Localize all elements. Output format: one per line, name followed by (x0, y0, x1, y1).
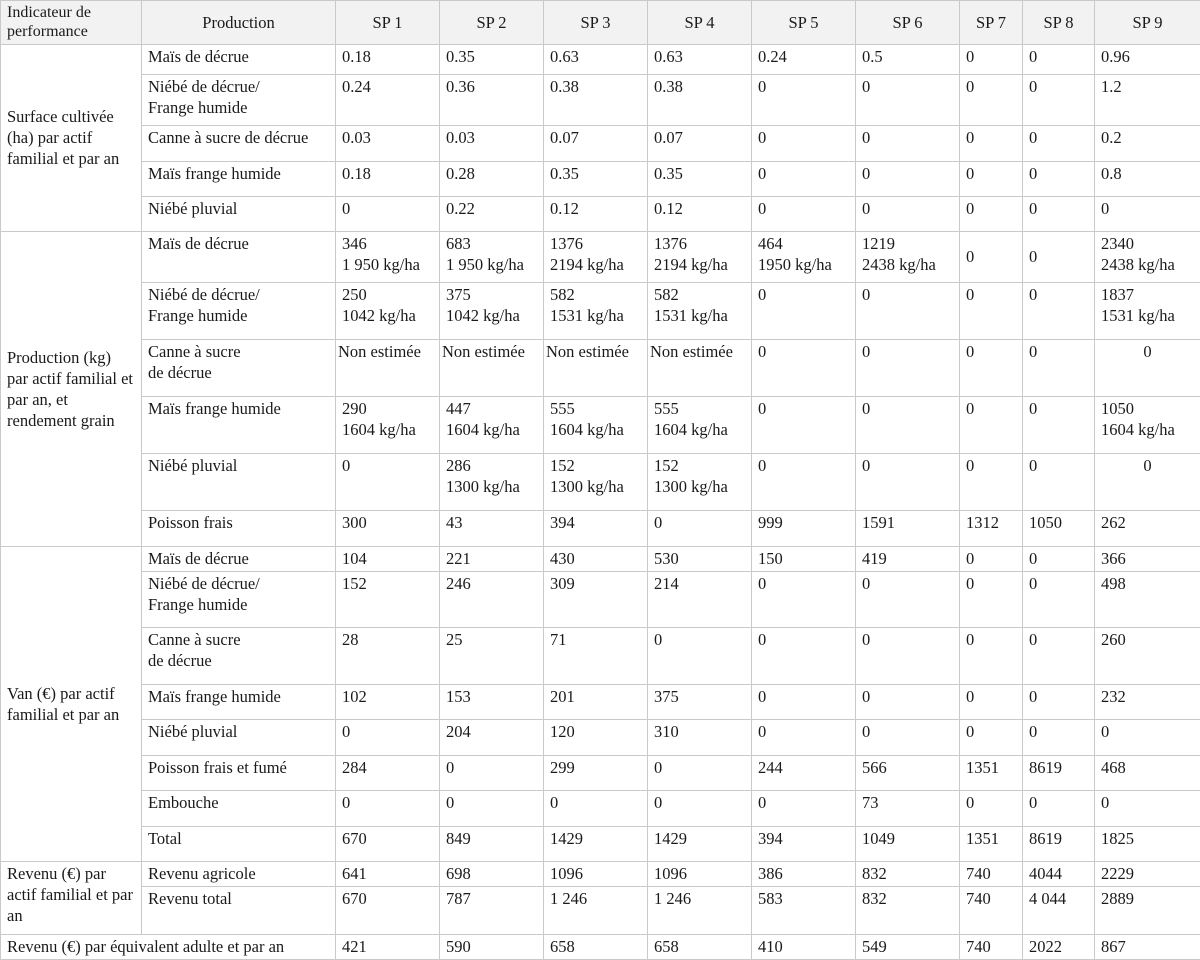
value-cell: 498 (1095, 572, 1200, 628)
value-cell: 0 (752, 126, 856, 162)
value-cell: 740 (960, 862, 1023, 887)
value-cell: 152 1300 kg/ha (648, 454, 752, 511)
header-sp: SP 5 (752, 1, 856, 45)
table-row (1, 756, 1200, 791)
table-row (1, 454, 1200, 511)
value-cell: 0 (960, 547, 1023, 572)
value-cell: 246 (440, 572, 544, 628)
value-cell: 260 (1095, 628, 1200, 685)
value-cell: 28 (336, 628, 440, 685)
value-cell: 1429 (544, 827, 648, 862)
value-cell: 152 1300 kg/ha (544, 454, 648, 511)
value-cell: 284 (336, 756, 440, 791)
header-sp: SP 3 (544, 1, 648, 45)
value-cell: 0 (856, 397, 960, 454)
indicator-group-label: Van (€) par actif familial et par an (1, 547, 142, 862)
value-cell: 386 (752, 862, 856, 887)
value-cell: 0 (336, 720, 440, 756)
table-row (1, 511, 1200, 547)
indicator-group-label: Production (kg) par actif familial et par an, et rendement grain (1, 232, 142, 547)
value-cell: 0 (856, 283, 960, 340)
value-cell: 0.22 (440, 197, 544, 232)
header-sp: SP 1 (336, 1, 440, 45)
value-cell: 0.07 (648, 126, 752, 162)
header-row (1, 1, 1200, 45)
value-cell: 0 (856, 162, 960, 197)
value-cell: 214 (648, 572, 752, 628)
value-cell: 0 (1023, 791, 1095, 827)
production-cell: Total (142, 827, 336, 862)
table-row (1, 75, 1200, 126)
value-cell: 299 (544, 756, 648, 791)
value-cell: 0.63 (544, 45, 648, 75)
value-cell: 201 (544, 685, 648, 720)
value-cell: 8619 (1023, 827, 1095, 862)
value-cell: 583 (752, 887, 856, 935)
value-cell: 0 (1023, 232, 1095, 283)
value-cell: 0 (960, 283, 1023, 340)
value-cell: 670 (336, 887, 440, 935)
value-cell: 1591 (856, 511, 960, 547)
value-cell: 1837 1531 kg/ha (1095, 283, 1200, 340)
production-cell: Niébé pluvial (142, 454, 336, 511)
production-cell: Niébé de décrue/ Frange humide (142, 572, 336, 628)
table-body (1, 45, 1200, 960)
value-cell: 0 (440, 756, 544, 791)
value-cell: 152 (336, 572, 440, 628)
value-cell: 555 1604 kg/ha (544, 397, 648, 454)
value-cell: 1219 2438 kg/ha (856, 232, 960, 283)
production-cell: Niébé de décrue/ Frange humide (142, 75, 336, 126)
table-row (1, 162, 1200, 197)
value-cell: 0 (856, 340, 960, 397)
production-cell: Maïs de décrue (142, 547, 336, 572)
value-cell: 0.12 (648, 197, 752, 232)
table-row (1, 685, 1200, 720)
value-cell: 0 (752, 454, 856, 511)
value-cell: 421 (336, 935, 440, 960)
header-sp: SP 2 (440, 1, 544, 45)
value-cell: 1376 2194 kg/ha (648, 232, 752, 283)
value-cell: 698 (440, 862, 544, 887)
value-cell: 102 (336, 685, 440, 720)
value-cell: 0 (960, 628, 1023, 685)
value-cell: 464 1950 kg/ha (752, 232, 856, 283)
value-cell: 2229 (1095, 862, 1200, 887)
table-row (1, 720, 1200, 756)
value-cell: 1.2 (1095, 75, 1200, 126)
value-cell: 0 (1023, 75, 1095, 126)
table-header (1, 1, 1200, 45)
value-cell: 2022 (1023, 935, 1095, 960)
value-cell: 1096 (544, 862, 648, 887)
value-cell: 1351 (960, 756, 1023, 791)
header-sp: SP 7 (960, 1, 1023, 45)
value-cell: 244 (752, 756, 856, 791)
value-cell: 0.03 (336, 126, 440, 162)
value-cell: 0.38 (648, 75, 752, 126)
value-cell: 262 (1095, 511, 1200, 547)
value-cell: 8619 (1023, 756, 1095, 791)
indicator-group-label: Revenu (€) par actif familial et par an (1, 862, 142, 935)
value-cell: 867 (1095, 935, 1200, 960)
production-cell: Canne à sucre de décrue (142, 628, 336, 685)
production-cell: Maïs frange humide (142, 162, 336, 197)
value-cell: 582 1531 kg/ha (648, 283, 752, 340)
value-cell: 0 (960, 45, 1023, 75)
value-cell: 0 (752, 197, 856, 232)
table-row (1, 397, 1200, 454)
value-cell: 0 (648, 628, 752, 685)
value-cell: Non estimée (648, 340, 752, 397)
value-cell: 0 (856, 454, 960, 511)
value-cell: 286 1300 kg/ha (440, 454, 544, 511)
header-sp: SP 8 (1023, 1, 1095, 45)
value-cell: 0 (752, 162, 856, 197)
value-cell: 849 (440, 827, 544, 862)
value-cell: 0 (1023, 628, 1095, 685)
value-cell: 0 (752, 283, 856, 340)
value-cell: 394 (752, 827, 856, 862)
value-cell: 0 (752, 397, 856, 454)
production-cell: Maïs de décrue (142, 232, 336, 283)
value-cell: 150 (752, 547, 856, 572)
table-row (1, 45, 1200, 75)
value-cell: 0 (1023, 340, 1095, 397)
value-cell: 0 (1095, 197, 1200, 232)
value-cell: 0 (1023, 283, 1095, 340)
value-cell: 1351 (960, 827, 1023, 862)
value-cell: 153 (440, 685, 544, 720)
value-cell: 1096 (648, 862, 752, 887)
production-cell: Maïs frange humide (142, 685, 336, 720)
value-cell: 0.96 (1095, 45, 1200, 75)
value-cell: 0 (1023, 454, 1095, 511)
value-cell: 0 (960, 340, 1023, 397)
value-cell: 0 (960, 572, 1023, 628)
value-cell: 0 (856, 126, 960, 162)
value-cell: 1050 1604 kg/ha (1095, 397, 1200, 454)
table-row (1, 887, 1200, 935)
value-cell: 1429 (648, 827, 752, 862)
value-cell: 0 (336, 454, 440, 511)
value-cell: 4044 (1023, 862, 1095, 887)
value-cell: 0 (856, 685, 960, 720)
value-cell: 73 (856, 791, 960, 827)
value-cell: 430 (544, 547, 648, 572)
value-cell: 0 (752, 75, 856, 126)
value-cell: 0 (960, 720, 1023, 756)
table-row (1, 791, 1200, 827)
value-cell: 232 (1095, 685, 1200, 720)
value-cell: 0 (856, 572, 960, 628)
production-cell: Poisson frais (142, 511, 336, 547)
value-cell: 0.38 (544, 75, 648, 126)
table-row (1, 197, 1200, 232)
value-cell: 0.2 (1095, 126, 1200, 162)
value-cell: 1 246 (544, 887, 648, 935)
value-cell: 0.28 (440, 162, 544, 197)
value-cell: 0 (648, 511, 752, 547)
table-row (1, 572, 1200, 628)
indicator-group-label: Surface cultivée (ha) par actif familial et par an (1, 45, 142, 232)
value-cell: 0 (752, 572, 856, 628)
value-cell: 104 (336, 547, 440, 572)
value-cell: 0.63 (648, 45, 752, 75)
value-cell: 0 (1095, 791, 1200, 827)
header-sp: SP 6 (856, 1, 960, 45)
table-row (1, 340, 1200, 397)
table-row (1, 827, 1200, 862)
value-cell: 0 (960, 162, 1023, 197)
value-cell: 0.12 (544, 197, 648, 232)
value-cell: 0.03 (440, 126, 544, 162)
value-cell: 366 (1095, 547, 1200, 572)
value-cell: 0 (440, 791, 544, 827)
value-cell: 0 (1023, 685, 1095, 720)
value-cell: 0 (1023, 547, 1095, 572)
header-indicator: Indicateur de performance (1, 1, 142, 45)
value-cell: 0 (752, 720, 856, 756)
value-cell: Non estimée (544, 340, 648, 397)
value-cell: 832 (856, 862, 960, 887)
value-cell: 2340 2438 kg/ha (1095, 232, 1200, 283)
value-cell: 394 (544, 511, 648, 547)
value-cell: 1376 2194 kg/ha (544, 232, 648, 283)
production-cell: Poisson frais et fumé (142, 756, 336, 791)
value-cell: 1825 (1095, 827, 1200, 862)
value-cell: 0 (960, 232, 1023, 283)
value-cell: 204 (440, 720, 544, 756)
value-cell: 0 (1023, 197, 1095, 232)
value-cell: 566 (856, 756, 960, 791)
value-cell: 0 (1023, 126, 1095, 162)
value-cell: Non estimée (440, 340, 544, 397)
value-cell: 0.07 (544, 126, 648, 162)
value-cell: 0 (960, 454, 1023, 511)
table-row (1, 628, 1200, 685)
value-cell: 4 044 (1023, 887, 1095, 935)
value-cell: 2889 (1095, 887, 1200, 935)
value-cell: 0 (960, 791, 1023, 827)
value-cell: 0 (960, 397, 1023, 454)
value-cell: 0.36 (440, 75, 544, 126)
table-row (1, 547, 1200, 572)
value-cell: 310 (648, 720, 752, 756)
value-cell: 582 1531 kg/ha (544, 283, 648, 340)
value-cell: 0 (1023, 162, 1095, 197)
value-cell: 309 (544, 572, 648, 628)
value-cell: 658 (544, 935, 648, 960)
value-cell: 71 (544, 628, 648, 685)
header-sp: SP 9 (1095, 1, 1200, 45)
value-cell: 832 (856, 887, 960, 935)
production-cell: Maïs de décrue (142, 45, 336, 75)
value-cell: 410 (752, 935, 856, 960)
value-cell: Non estimée (336, 340, 440, 397)
value-cell: 0.35 (440, 45, 544, 75)
value-cell: 0 (648, 791, 752, 827)
value-cell: 0.24 (752, 45, 856, 75)
value-cell: 468 (1095, 756, 1200, 791)
value-cell: 740 (960, 887, 1023, 935)
value-cell: 447 1604 kg/ha (440, 397, 544, 454)
value-cell: 740 (960, 935, 1023, 960)
value-cell: 530 (648, 547, 752, 572)
value-cell: 549 (856, 935, 960, 960)
value-cell: 250 1042 kg/ha (336, 283, 440, 340)
value-cell: 590 (440, 935, 544, 960)
value-cell: 1049 (856, 827, 960, 862)
value-cell: 0 (1095, 340, 1200, 397)
value-cell: 120 (544, 720, 648, 756)
value-cell: 0 (752, 340, 856, 397)
production-cell: Revenu total (142, 887, 336, 935)
header-sp: SP 4 (648, 1, 752, 45)
value-cell: 1050 (1023, 511, 1095, 547)
value-cell: 0.35 (544, 162, 648, 197)
value-cell: 0 (752, 685, 856, 720)
value-cell: 0.18 (336, 45, 440, 75)
value-cell: 670 (336, 827, 440, 862)
value-cell: 0 (1095, 454, 1200, 511)
production-cell: Revenu agricole (142, 862, 336, 887)
value-cell: 25 (440, 628, 544, 685)
value-cell: 0 (336, 197, 440, 232)
value-cell: 999 (752, 511, 856, 547)
value-cell: 43 (440, 511, 544, 547)
value-cell: 0.18 (336, 162, 440, 197)
value-cell: 0.24 (336, 75, 440, 126)
value-cell: 683 1 950 kg/ha (440, 232, 544, 283)
value-cell: 641 (336, 862, 440, 887)
value-cell: 0 (1023, 720, 1095, 756)
value-cell: 419 (856, 547, 960, 572)
value-cell: 0 (856, 197, 960, 232)
value-cell: 0 (544, 791, 648, 827)
value-cell: 1312 (960, 511, 1023, 547)
header-production: Production (142, 1, 336, 45)
value-cell: 0 (960, 75, 1023, 126)
value-cell: 0 (1095, 720, 1200, 756)
value-cell: 375 1042 kg/ha (440, 283, 544, 340)
value-cell: 0 (960, 197, 1023, 232)
table-row (1, 935, 1200, 960)
table-row (1, 232, 1200, 283)
value-cell: 0 (856, 75, 960, 126)
production-cell: Canne à sucre de décrue (142, 340, 336, 397)
value-cell: 300 (336, 511, 440, 547)
value-cell: 787 (440, 887, 544, 935)
production-cell: Niébé pluvial (142, 197, 336, 232)
value-cell: 0.35 (648, 162, 752, 197)
value-cell: 0 (960, 685, 1023, 720)
production-cell: Niébé de décrue/ Frange humide (142, 283, 336, 340)
value-cell: 0 (336, 791, 440, 827)
value-cell: 1 246 (648, 887, 752, 935)
table-row (1, 283, 1200, 340)
value-cell: 658 (648, 935, 752, 960)
production-cell: Niébé pluvial (142, 720, 336, 756)
value-cell: 0 (752, 791, 856, 827)
production-cell: Canne à sucre de décrue (142, 126, 336, 162)
production-cell: Embouche (142, 791, 336, 827)
value-cell: 0 (856, 720, 960, 756)
table-row (1, 862, 1200, 887)
footer-label: Revenu (€) par équivalent adulte et par an (1, 935, 336, 960)
value-cell: 346 1 950 kg/ha (336, 232, 440, 283)
value-cell: 0.5 (856, 45, 960, 75)
value-cell: 221 (440, 547, 544, 572)
table-row (1, 126, 1200, 162)
value-cell: 375 (648, 685, 752, 720)
value-cell: 555 1604 kg/ha (648, 397, 752, 454)
value-cell: 0 (1023, 45, 1095, 75)
value-cell: 0 (856, 628, 960, 685)
value-cell: 0 (1023, 397, 1095, 454)
production-cell: Maïs frange humide (142, 397, 336, 454)
value-cell: 0 (1023, 572, 1095, 628)
value-cell: 0 (752, 628, 856, 685)
value-cell: 0.8 (1095, 162, 1200, 197)
value-cell: 290 1604 kg/ha (336, 397, 440, 454)
value-cell: 0 (960, 126, 1023, 162)
value-cell: 0 (648, 756, 752, 791)
